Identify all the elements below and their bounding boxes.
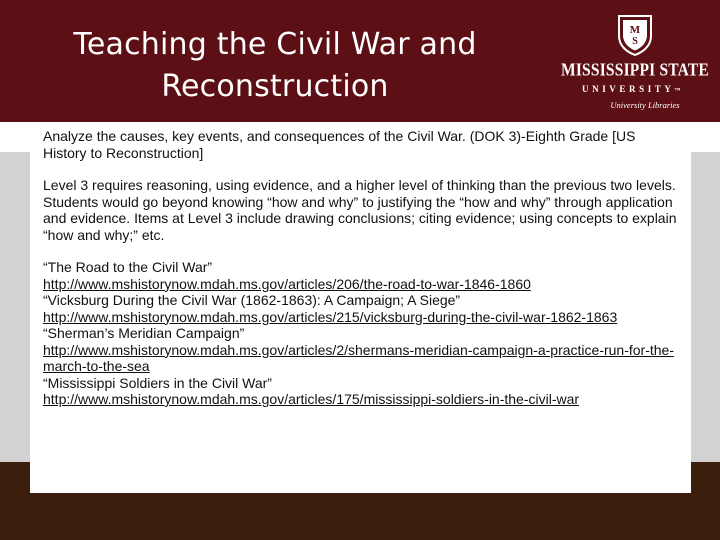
dok-paragraph: Level 3 requires reasoning, using evidence, and a higher level of thinking than the previous two levels. Students would go beyond knowing “how and why” to justifying the “how and why” through application and evidence. Items at Level 3 include drawing conclusions; citing evidence; using concepts to explain “how and why;” etc. [43, 177, 677, 243]
reference-link[interactable]: http://www.mshistorynow.mdah.ms.gov/articles/206/the-road-to-war-1846-1860 [43, 275, 531, 292]
reference-list [43, 259, 679, 408]
standard-paragraph: Analyze the causes, key events, and consequences of the Civil War. (DOK 3)-Eighth Grade [US History to Reconstruction] [43, 128, 636, 161]
reference-title: “Sherman’s Meridian Campaign” [43, 325, 245, 341]
msu-shield-icon [616, 14, 654, 56]
svg-text:S: S [632, 36, 638, 47]
logo-wordmark: MISSISSIPPI STATE [561, 60, 709, 81]
content-card [30, 122, 691, 493]
reference-link[interactable]: http://www.mshistorynow.mdah.ms.gov/articles/215/vicksburg-during-the-civil-war-1862-1863 [43, 308, 618, 325]
slide-title-line-1: Teaching the Civil War and [73, 27, 477, 62]
slide-title-line-2: Reconstruction [161, 69, 389, 104]
logo-libraries: University Libraries [610, 100, 680, 110]
logo-university [560, 84, 710, 94]
reference-title: “The Road to the Civil War” [43, 259, 213, 275]
reference-link[interactable]: http://www.mshistorynow.mdah.ms.gov/articles/175/mississippi-soldiers-in-the-civil-war [43, 391, 580, 407]
msu-logo [560, 14, 710, 114]
logo-trademark: ™ [674, 88, 681, 94]
reference-title: “Vicksburg During the Civil War (1862-1863): A Campaign; A Siege” [43, 292, 461, 308]
slide-title [40, 24, 510, 108]
logo-university-text: UNIVERSITY [582, 84, 675, 94]
reference-link[interactable]: http://www.mshistorynow.mdah.ms.gov/articles/2/shermans-meridian-campaign-a-practice-run-for-the-march-to-the-sea [43, 341, 674, 374]
reference-title: “Mississippi Soldiers in the Civil War” [43, 374, 272, 391]
svg-text:M: M [629, 24, 641, 36]
